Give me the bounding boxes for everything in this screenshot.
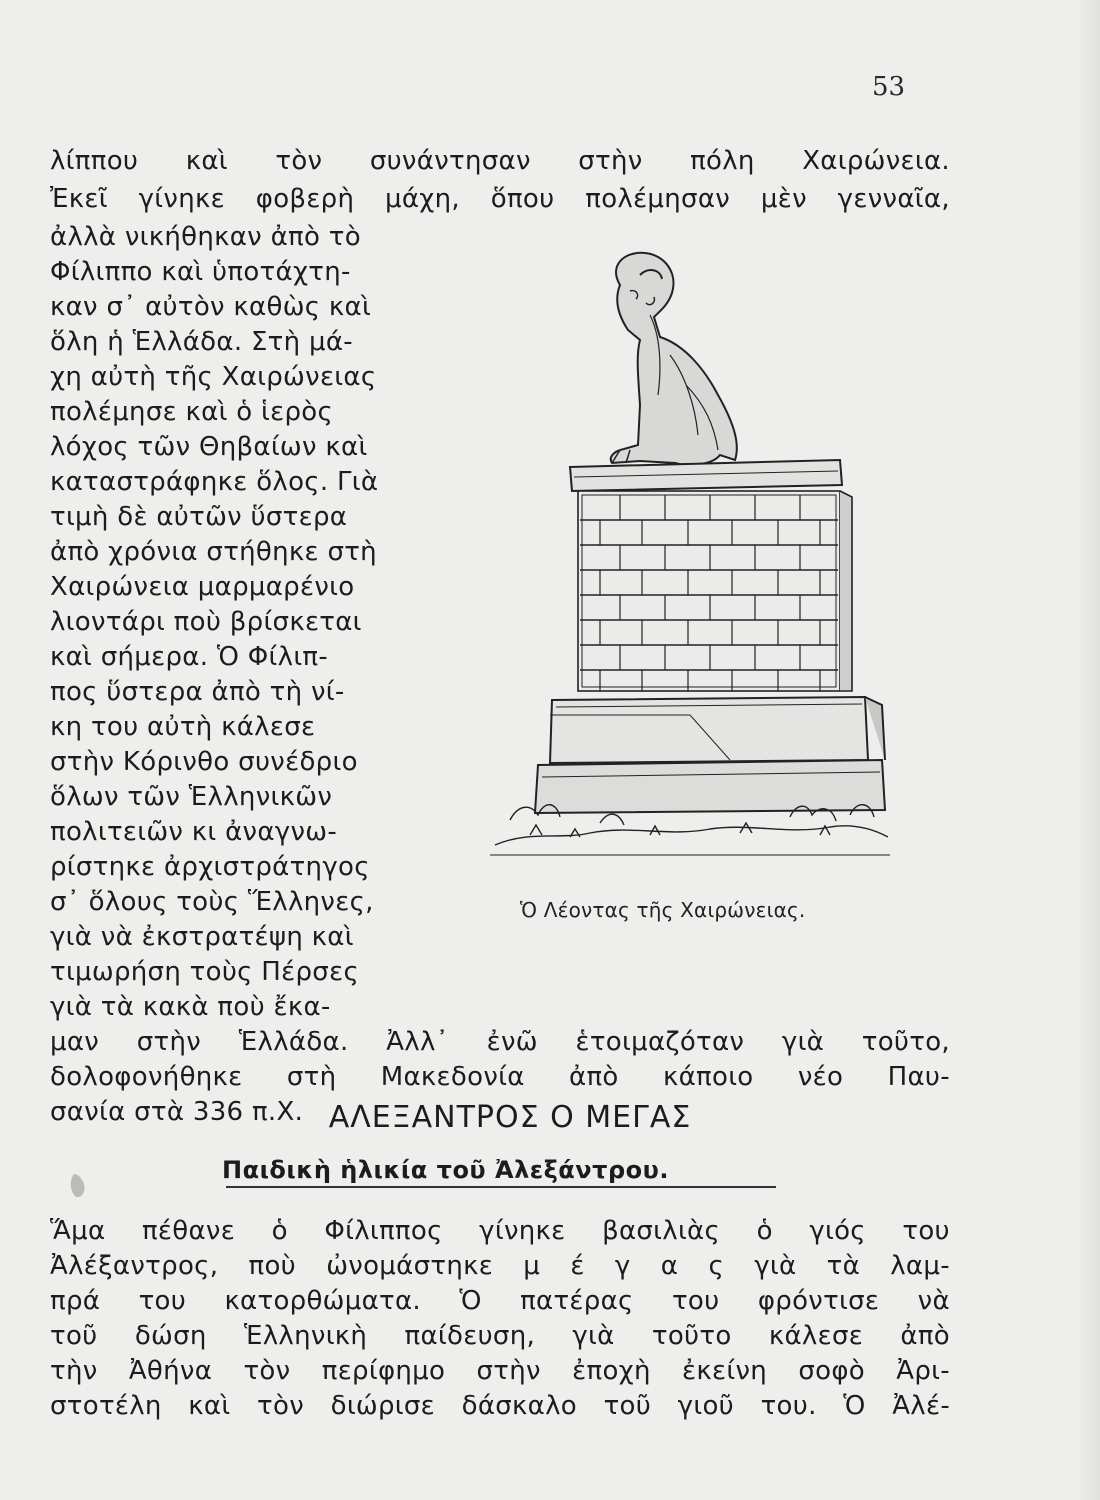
page-edge-shadow (1076, 0, 1100, 1500)
pedestal-cap (570, 460, 842, 491)
text-line: Ἐκεῖ γίνηκε φοβερὴ μάχη, ὅπου πολέμησαν μὲν γενναῖα, (50, 184, 950, 214)
text-line: Ἀλέξαντρος, ποὺ ὠνομάστηκε μ έ γ α ς γιὰ τὰ λαμ- (50, 1251, 950, 1281)
pedestal-shaft (578, 491, 852, 691)
text-line: ὅλη ἡ Ἑλλάδα. Στὴ μά- (50, 327, 353, 357)
text-line: κη του αὐτὴ κάλεσε (50, 712, 316, 742)
pedestal-base (535, 697, 885, 813)
text-line: καὶ σήμερα. Ὁ Φίλιπ- (50, 642, 329, 672)
text-line: ἀπὸ χρόνια στήθηκε στὴ (50, 537, 377, 567)
text-line: πολέμησε καὶ ὁ ἱερὸς (50, 397, 334, 427)
text-line: στοτέλη καὶ τὸν διώρισε δάσκαλο τοῦ γιοῦ του. Ὁ Ἀλέ- (50, 1391, 950, 1421)
text-line: τιμωρήση τοὺς Πέρσες (50, 957, 359, 987)
text-line: τὴν Ἀθήνα τὸν περίφημο στὴν ἐποχὴ ἐκείνη σοφὸ Ἀρι- (50, 1356, 950, 1386)
text-line: Ἅμα πέθανε ὁ Φίλιππος γίνηκε βασιλιὰς ὁ γιός του (50, 1216, 950, 1246)
text-line: στὴν Κόρινθο συνέδριο (50, 747, 358, 777)
ink-smudge-icon (66, 1170, 90, 1200)
subheading-underline (226, 1186, 776, 1188)
text-line: πολιτειῶν κι ἀναγνω- (50, 817, 338, 847)
text-line: Χαιρώνεια μαρμαρένιο (50, 572, 355, 602)
text-line: πος ὕστερα ἀπὸ τὴ νί- (50, 677, 345, 707)
figure-caption: Ὁ Λέοντας τῆς Χαιρώνειας. (520, 898, 806, 922)
text-line: πρά του κατορθώματα. Ὁ πατέρας του φρόντισε νὰ (50, 1286, 950, 1316)
text-line: λόχος τῶν Θηβαίων καὶ (50, 432, 368, 462)
text-line: σ᾽ ὅλους τοὺς Ἕλληνες, (50, 887, 374, 917)
section-subheading: Παιδικὴ ἡλικία τοῦ Ἀλεξάντρου. (222, 1156, 669, 1184)
text-line: σανία στὰ 336 π.Χ. (50, 1097, 304, 1127)
text-line: γιὰ νὰ ἐκστρατέψη καὶ (50, 922, 354, 952)
text-line: ὅλων τῶν Ἑλληνικῶν (50, 782, 333, 812)
text-line: δολοφονήθηκε στὴ Μακεδονία ἀπὸ κάποιο νέο Παυ- (50, 1062, 950, 1092)
text-line: καν σ᾽ αὐτὸν καθὼς καὶ (50, 292, 372, 322)
text-line: ρίστηκε ἀρχιστράτηγος (50, 852, 370, 882)
lion-figure (611, 253, 737, 465)
text-line: τοῦ δώση Ἑλληνικὴ παίδευση, γιὰ τοῦτο κάλεσε ἀπὸ (50, 1321, 950, 1351)
text-line: γιὰ τὰ κακὰ ποὺ ἔκα- (50, 992, 331, 1022)
text-line: Φίλιππο καὶ ὑποτάχτη- (50, 257, 351, 287)
text-line: λίππου καὶ τὸν συνάντησαν στὴν πόλη Χαιρώνεια. (50, 146, 950, 176)
text-line: καταστράφηκε ὅλος. Γιὰ (50, 467, 379, 497)
text-line: χη αὐτὴ τῆς Χαιρώνειας (50, 362, 377, 392)
text-line: μαν στὴν Ἑλλάδα. Ἀλλ᾽ ἐνῶ ἑτοιμαζόταν γιὰ τοῦτο, (50, 1027, 950, 1057)
text-line: τιμὴ δὲ αὐτῶν ὕστερα (50, 502, 348, 532)
section-heading: ΑΛΕΞΑΝΤΡΟΣ Ο ΜΕΓΑΣ (328, 1100, 692, 1135)
text-line: ἀλλὰ νικήθηκαν ἀπὸ τὸ (50, 222, 361, 252)
text-line: λιοντάρι ποὺ βρίσκεται (50, 607, 362, 637)
page-number: 53 (872, 72, 906, 102)
lion-monument-illustration (490, 245, 890, 860)
